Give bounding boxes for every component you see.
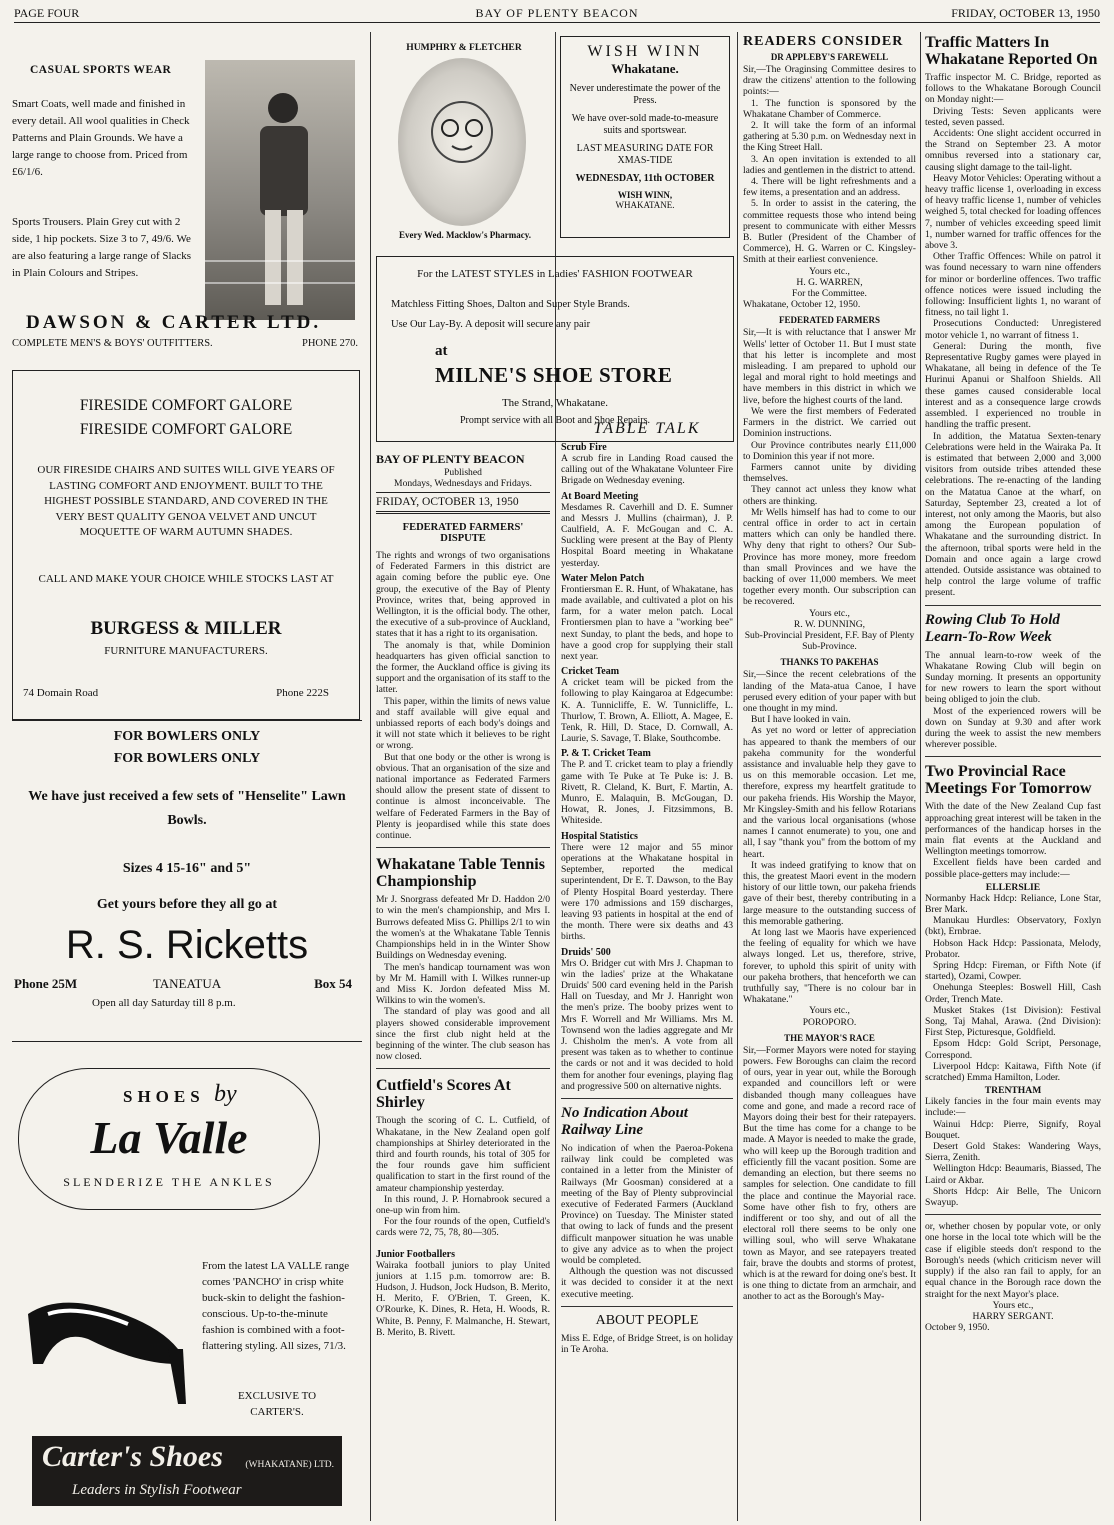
shoe-icon	[18, 1254, 198, 1404]
letter-paragraph: Sir,—It is with reluctance that I answer Mr Wells' letter of October 11. But I must state that his letter is incomplete and most misleading. I am prepared to uphold our legal and moral right to hold meetings and have members in this district in which we live, before the highest courts of the land.	[743, 327, 916, 406]
race-tip: Manukau Hurdles: Observatory, Foxlyn (bkt), Ernbrae.	[925, 915, 1101, 938]
race-tip: Onehunga Steeples: Boswell Hill, Cash Order, Trench Mate.	[925, 982, 1101, 1005]
ad-brand-name: Carter's Shoes	[42, 1440, 223, 1473]
ad-town: Whakatane.	[611, 61, 679, 76]
race-tip: Epsom Hdcp: Gold Script, Personage, Correspond.	[925, 1038, 1101, 1061]
letter-title: DR APPLEBY'S FAREWELL	[770, 52, 889, 62]
article-paragraph: Excellent fields have been carded and possible place-getters may include:—	[925, 857, 1101, 880]
man-in-suit-photo	[205, 60, 355, 320]
ad-body: Sports Trousers. Plain Grey cut with 2 side, 1 hip pockets. Size 3 to 7, 49/6. We are also featuring a large range of Slacks in Plain Colours and Stripes.	[12, 216, 192, 279]
ad-phone: Phone 25M	[14, 976, 78, 991]
ad-call-to-action: Get yours before they all go at	[96, 897, 278, 912]
letter-paragraph: But I have looked in vain.	[751, 714, 851, 726]
letter-paragraph: At long last we Maoris have experienced the feeling of equality for which we have always longed. Let us, therefore, strive, forever, to uphold this spirit of unity with our pakeha brothers, that henceforth we can truthfully say, "There is no colour bar in Whakatane."	[743, 927, 916, 1006]
letter-paragraph: 5. In order to assist in the catering, the committee requests those who intend being present to communicate with either Messrs B. Butler (President of the Chamber of Commerce), H. G. Warren or C. Kingsley-Smith at their earliest convenience.	[743, 198, 916, 266]
article-paragraph: Prosecutions Conducted: Unregistered motor vehicle 1, no warrant of fitness 1.	[925, 318, 1101, 341]
letter-signature: R. W. DUNNING,	[793, 618, 866, 630]
letter-paragraph: Our Province contributes nearly £11,000 to Dominion this year if not more.	[743, 439, 916, 462]
table-talk-item-heading: Scrub Fire	[561, 442, 607, 453]
letter-signature: Yours etc.,	[992, 1299, 1034, 1311]
letter-paragraph: 4. There will be light refreshments and a few items, a presentation and an address.	[743, 176, 916, 199]
article-headline: Traffic Matters In Whakatane Reported On	[925, 34, 1098, 68]
ad-caption: Every Wed. Macklow's Pharmacy.	[398, 230, 532, 240]
editorial-paragraph: But that one body or the other is wrong is obvious. That an organisation of the size and national importance as Federated Farmers should allow the present state of dissent to continue is almost inconceivable. The welfare of Federated Farmers in the Bay of Plenty is jeopardised while this state does continue.	[376, 751, 550, 842]
article-paragraph: Accidents: One slight accident occurred in the Strand on September 23. A motor omnibus reversed into a stationary car, causing slight damage to the tail-light.	[925, 128, 1101, 173]
table-talk-column	[561, 34, 733, 1519]
letter-signature: Whakatane, October 12, 1950.	[743, 299, 861, 311]
article-headline: No Indication About Railway Line	[561, 1104, 688, 1138]
ad-call-to-action: CALL AND MAKE YOUR CHOICE WHILE STOCKS LAST AT	[38, 573, 334, 585]
article-headline: Two Provincial Race Meetings For Tomorrow	[925, 763, 1092, 798]
wish-winn-ad	[560, 36, 730, 238]
race-tip: Normanby Hack Hdcp: Reliance, Lone Star, Brer Mark.	[925, 892, 1101, 915]
masthead-title: BAY OF PLENTY BEACON	[475, 6, 639, 20]
letter-signature: Yours etc.,	[809, 265, 850, 277]
letter-paragraph: 2. It will take the form of an informal gathering at 5.30 p.m. on Wednesday next in the King Street Hall.	[743, 120, 916, 154]
article-paragraph: General: During the month, five Representative Rugby games were played in Whakatane, all being in defence of the Te Hurinui Apanui or Shalfoon Shields. All these games caused considerable local interest and as a consequence large crowds assembled. I experienced no trouble in handling the traffic present.	[925, 340, 1101, 431]
news-column	[925, 34, 1101, 1519]
article-paragraph: The men's handicap tournament was won by Mr M. Hamill with I. Wilkes runner-up and Miss K. Jordon defeated Miss M. Wilkins to win the women's.	[376, 961, 550, 1007]
ad-brand-name: La Valle	[90, 1112, 248, 1163]
race-tip: Wainui Hdcp: Pierre, Signify, Royal Bouquet.	[925, 1118, 1101, 1141]
ad-exclusive: EXCLUSIVE TO CARTER'S.	[237, 1390, 317, 1418]
ad-body: We have just received a few sets of "Henselite" Lawn Bowls.	[28, 789, 346, 828]
ad-slogan: Leaders in Stylish Footwear	[72, 1482, 242, 1498]
article-paragraph: Though the scoring of C. L. Cutfield, of Whakatane, in the New Zealand open golf championships at Shirley deteriorated in the third and fourth rounds, his total of 305 for the four rounds gave him sufficient qualification to start in the first round of the amateur championship yesterday.	[376, 1115, 550, 1194]
ad-headline: FOR BOWLERS ONLY	[113, 751, 261, 766]
ad-brand-name: DAWSON & CARTER LTD.	[26, 312, 322, 333]
letter-title: FEDERATED FARMERS	[779, 315, 880, 326]
table-talk-item-text: The P. and T. cricket team to play a friendly game with Te Puke at Te Puke is: J. B. Rivett, R. Cleland, K. Burt, F. Martin, A. Munro, E. Malaquin, B. McGougan, D. Howat, R. Jones, J. Fitzsimmons, B. Whiteside.	[561, 759, 733, 827]
letter-signature: October 9, 1950.	[925, 1322, 990, 1334]
ad-body: Matchless Fitting Shoes, Dalton and Super Style Brands.	[391, 299, 630, 310]
humphry-fletcher-ad	[376, 34, 552, 262]
letter-paragraph: Sir,—Since the recent celebrations of the landing of the Mata-atua Canoe, I have perused every edition of your paper with but one thought in my mind.	[743, 669, 916, 714]
letter-signature: Yours etc.,	[809, 607, 850, 619]
table-talk-item-text: Mrs O. Bridger cut with Mrs J. Chapman to win the ladies' prize at the Whakatane Druids' 500 card evening held in the Parish Hall on Tuesday, and Mr J. Hanright won the men's prize. The booby prizes went to Mrs F. Worrell and Mr Williams. Mrs M. Townsend won the ladies aggregate and Mr J. Chisholm the men's. A vote from all present was taken as to whether to continue the cards or not and it was decided to hold them for another four evenings, playing flag and progressive 500 on alternative nights.	[561, 957, 733, 1092]
letter-paragraph: As yet no word or letter of appreciation has appeared to thank the members of our pakeha community for the wonderful assistance and invaluable help they gave to us on this memorable occasion. Let me, therefore, express my heartfelt gratitude to our pakeha friends. His Worship the Mayor, Mr Kingsley-Smith and his fellow Rotarians and the various local organisations (whose names I cannot enumerate) to you, one and all, I say "thank you" from the bottom of my heart.	[743, 725, 916, 860]
article-paragraph: No indication of when the Paeroa-Pokena railway link could be completed was contained in a letter from the Minister of Railways (Mr Goosman) considered at a meeting of the Bay of Plenty subprovincial executive of Federated Farmers (Auckland Province) on Tuesday. The Minister stated that owing to lack of funds and the present difficult manpower situation he was unable to give any advice as to when the project would be completed.	[561, 1142, 733, 1266]
race-tip: Wellington Hdcp: Beaumaris, Biassed, The Laird or Akbar.	[925, 1163, 1101, 1186]
table-talk-item-heading: Water Melon Patch	[561, 572, 645, 584]
letter-paragraph: They cannot act unless they know what others are thinking.	[743, 484, 916, 507]
article-paragraph: Wairaka football juniors to play United juniors at 1.15 p.m. tomorrow are: B. Hudson, J. Hudson, Jock Hudson, B. Merito, H. Merito, F. O'Brien, T. Green, K. O'Rourke, K. Dines, R. Heta, H. Woods, R. White, B. Penny, F. Malmanche, H. Stewart, B. Merito, B. Rivett.	[376, 1259, 550, 1338]
ad-brand-name: HUMPHRY & FLETCHER	[406, 42, 522, 53]
ad-brand-name: WISH WINN	[587, 43, 703, 60]
ad-column	[12, 34, 362, 1519]
article-subhead: Junior Footballers	[376, 1248, 455, 1260]
table-talk-item-heading: At Board Meeting	[561, 490, 639, 502]
article-headline: ABOUT PEOPLE	[595, 1312, 699, 1328]
ad-brand-name: R. S. Ricketts	[65, 923, 309, 967]
letter-signature: H. G. WARREN,	[796, 276, 863, 288]
la-valle-banner	[18, 1068, 320, 1210]
page-header	[14, 6, 1100, 23]
editorial-date: FRIDAY, OCTOBER 13, 1950	[376, 496, 550, 514]
ad-headline: FOR BOWLERS ONLY	[113, 729, 261, 744]
editorial-days: Mondays, Wednesdays and Fridays.	[376, 478, 550, 493]
editorial-paper-name: BAY OF PLENTY BEACON	[376, 452, 525, 466]
race-tip: Musket Stakes (1st Division): Festival Song, Taj Mahal, Arawa. (2nd Division): First Step, Picturesque, Goldfield.	[925, 1004, 1101, 1039]
ad-phone: PHONE 270.	[301, 338, 358, 349]
article-paragraph: In this round, J. P. Hornabrook secured a one-up win from him.	[376, 1193, 550, 1216]
ad-body: OUR FIRESIDE CHAIRS AND SUITES WILL GIVE YEARS OF LASTING COMFORT AND ENJOYMENT. BUILT TO THE HIGHEST POSSIBLE STANDARD, AND COVERED IN THE VERY BEST QUALITY GENOA VELVET AND UNCUT MOQUETTE OF WARM AUTUMN SHADES.	[37, 464, 335, 538]
ad-signature: WISH WINN,	[617, 190, 673, 200]
editorial-paragraph: This paper, within the limits of news value and staff available will give equal and unbiassed reports of each body's doings and it will not state which it believes to be right or wrong.	[376, 695, 550, 752]
ad-tagline: COMPLETE MEN'S & BOYS' OUTFITTERS.	[12, 338, 213, 349]
ricketts-ad	[12, 720, 362, 1042]
letter-signature: Yours etc.,	[809, 1005, 850, 1017]
ad-headline: FIRESIDE COMFORT GALORE	[79, 397, 293, 414]
table-talk-item-heading: Hospital Statistics	[561, 830, 638, 842]
article-paragraph: Although the question was not discussed it was decided to consider it at the next executive meeting.	[561, 1266, 733, 1300]
editorial-paragraph: The anomaly is that, while Dominion headquarters has given official sanction to the former, the Auckland office is giving its support and the organisation of its staff to the latter.	[376, 639, 550, 696]
article-paragraph: The standard of play was good and all players showed considerable improvement since the first club night held at the beginning of the winter. The club season has now closed.	[376, 1006, 550, 1063]
letter-signature: For the Committee.	[792, 288, 867, 300]
letter-paragraph: We were the first members of Federated Farmers in the district. We carried out Dominion instructions.	[743, 405, 916, 440]
burgess-miller-ad	[12, 370, 360, 720]
ad-subtitle: FURNITURE MANUFACTURERS.	[104, 645, 268, 657]
editorial-title: FEDERATED FARMERS' DISPUTE	[402, 522, 524, 544]
letter-paragraph: 1. The function is sponsored by the Whakatane Chamber of Commerce.	[743, 97, 916, 120]
ad-town: TANEATUA	[152, 976, 222, 991]
column-rule	[737, 32, 738, 1521]
letter-paragraph: It was indeed gratifying to know that on this, the greatest Maori event in the modern history of our little town, our pakeha friends gave of their best, thereby contributing in a large measure to the outstanding success of this memorable gathering.	[743, 859, 916, 927]
letter-paragraph: Mr Wells himself has had to come to our central office in order to act in certain matters which can only be handled there. Why deny that right to others? Our Sub-Province has more money, more freedom than small Provinces and we have the backing of over 11,000 members. We meet together every month. Our subscription can be recovered.	[743, 506, 916, 608]
race-tip: Desert Gold Stakes: Wandering Ways, Sierra, Zenith.	[925, 1141, 1101, 1164]
article-paragraph: Miss E. Edge, of Bridge Street, is on holiday in Te Aroha.	[561, 1332, 733, 1355]
editorial-paragraph: The rights and wrongs of two organisations of Federated Farmers in this district are again coming before the public eye. One group, the executive of the Bay of Plenty Province, writes that, being approved in Wellington, it is the official body. The other, the executive of a sub-province of Auckland, states that it has a right to its organisation.	[376, 550, 550, 640]
column-rule	[920, 32, 921, 1521]
section-title: READERS CONSIDER	[743, 34, 904, 49]
table-talk-item-heading: Druids' 500	[561, 946, 611, 958]
race-tip: Spring Hdcp: Fireman, or Fifth Note (if started), Ozami, Cowper.	[925, 960, 1101, 983]
letter-title: THANKS TO PAKEHAS	[780, 657, 879, 668]
article-paragraph: Other Traffic Offences: While on patrol it was found necessary to warn nine offenders for minor or borderline offences. Two traffic offence notices were issued including the following: Insufficient lights 1, no warant of fitness, no tail light 1.	[925, 251, 1101, 319]
editorial-masthead	[376, 452, 550, 1338]
ad-date: WEDNESDAY, 11th OCTOBER	[575, 173, 715, 184]
ad-slogan: SLENDERIZE THE ANKLES	[63, 1175, 275, 1189]
face-icon	[398, 58, 526, 226]
article-paragraph: With the date of the New Zealand Cup fast approaching great interest will be taken in the performances of the handicap horses in the main flat events at the Auckland and Wellington meetings tomorrow.	[925, 801, 1101, 858]
table-talk-item-text: Mesdames R. Caverhill and D. E. Sumner and Messrs J. Mullins (chairman), J. P. Caulfield, A. F. McGougan and C. A. Suckling were present at the Bay of Plenty Hospital Board meeting in Whakatane yesterday.	[561, 501, 733, 569]
ad-body: LAST MEASURING DATE FOR XMAS-TIDE	[576, 143, 714, 166]
table-talk-item-heading: Cricket Team	[561, 666, 620, 678]
table-talk-item-text: There were 12 major and 55 minor operations at the Whakatane hospital in September, reported the medical superintendent, Dr E. T. Dawson, to the Bay of Plenty Hospital Board yesterday. There were 170 admissions and 159 discharges, leaving 93 patients in hospital at the end of the month. There were six deaths and 43 births.	[561, 841, 733, 943]
article-paragraph: The annual learn-to-row week of the Whakatane Rowing Club will begin on Sunday morning. It presents an opportunity for new rowers to learn the sport without being obliged to join the club.	[925, 649, 1101, 706]
masthead-date: FRIDAY, OCTOBER 13, 1950	[951, 6, 1100, 20]
letter-title: THE MAYOR'S RACE	[784, 1032, 875, 1043]
article-headline: Cutfield's Scores At Shirley	[376, 1077, 511, 1112]
ad-headline: FIRESIDE COMFORT GALORE	[79, 421, 293, 438]
ad-heading: CASUAL SPORTS WEAR	[30, 64, 172, 76]
letter-paragraph: 3. An open invitation is extended to all ladies and gentlemen in the district to attend.	[743, 153, 916, 176]
race-tip: Shorts Hdcp: Air Belle, The Unicorn Swayup.	[925, 1185, 1101, 1209]
table-talk	[561, 420, 733, 1355]
dawson-carter-ad	[12, 34, 362, 364]
letter-signature: POROPORO.	[802, 1016, 857, 1028]
ad-company: (WHAKATANE) LTD.	[245, 1460, 334, 1470]
table-talk-item-text: Frontiersman E. R. Hunt, of Whakatane, has made available, and cultivated a plot on his farm, for a water melon patch. Local Frontiersmen plan to have a "working bee" next Sunday, to plant the beds, and hope to have a good crop for supplying their stall next year.	[561, 583, 733, 663]
article-paragraph: Traffic inspector M. C. Bridge, reported as follows to the Whakatane Borough Council on Monday night:—	[925, 72, 1101, 106]
ad-at-label: at	[435, 343, 448, 359]
ad-sizes: Sizes 4 15-16" and 5"	[122, 861, 252, 876]
ad-body: Use Our Lay-By. A deposit will secure any pair	[391, 319, 591, 330]
column-rule	[370, 32, 371, 1521]
ad-shoes-label: SHOES	[123, 1087, 205, 1106]
ad-hours: Open all day Saturday till 8 p.m.	[92, 997, 236, 1009]
ad-headline: For the LATEST STYLES in Ladies' FASHION FOOTWEAR	[417, 268, 693, 280]
article-paragraph: Heavy Motor Vehicles: Operating without a heavy traffic license 1, overloading in excess of heavy traffic license 1, number of vehicles weighed 5, total checked for loading offences 7, number of vehicles exceeding speed limit 1, number warned for traffic offences for the above 3.	[925, 172, 1101, 252]
la-valle-ad	[12, 1044, 362, 1514]
ad-box: Box 54	[314, 976, 352, 991]
portrait-illustration	[398, 58, 526, 226]
article-headline: Rowing Club To Hold Learn-To-Row Week	[925, 611, 1060, 645]
ad-phone: Phone 222S	[276, 687, 329, 699]
page-number: PAGE FOUR	[14, 6, 80, 20]
letter-paragraph: Farmers cannot unite by dividing themselves.	[743, 461, 916, 485]
letter-signature: Sub-Provincial President, F.F. Bay of Plenty Sub-Province.	[744, 629, 915, 653]
article-paragraph: In addition, the Matatua Sexten-tenary Celebrations were held in the Wairaka Pa. It is estimated that between 2,000 and 3,000 visitors from outside tribes attended these celebrations. The re-enacting of the landing on the Matatua Canoe at the wharf, on Saturday, September 23, created a lot of interest, not only among the Maoris, but also among the European population of Whakatane and the surrounding district. In the afternoon, tribal sports were held in the Domain and once again a large crowd attended. Outside assistance was obtained to help control the large volume of traffic present.	[925, 430, 1101, 599]
editorial-published: Published	[444, 467, 482, 478]
table-talk-item-text: A scrub fire in Landing Road caused the calling out of the Whakatane Volunteer Fire Brigade on Wednesday evening.	[561, 453, 733, 487]
letter-paragraph: Sir,—Former Mayors were noted for staying powers. Few Boroughs can claim the record of ours, year in year out, while the Borough expanded and councillors left or were disbanded though many colleagues have come and gone, and made a record race of Mayors doing their best for their ratepayers. But the time has come for a change to be made. A Mayor is needed to make the grade, who will keep up the Borough tradition and efficiently fill the vacant position. Some are demanding an election, but there seems no samples for selection. One candidate to fill the place and continue the Mayorial race. Some have other fish to fry, others are indifferent or too shy, and out of all the electoral roll there seems to be only one willing soul, who will serve Whakatane town as Mayor, and see ratepayers treated fair, brave the doubts and storms of protest, which is at the reward for doing one's best. It is one thing to dictate from an armchair, and another to act as the Borough's May-	[743, 1044, 916, 1303]
ad-brand-name: MILNE'S SHOE STORE	[435, 363, 673, 387]
ad-by-label: by	[214, 1081, 237, 1107]
table-talk-item-heading: P. & T. Cricket Team	[561, 748, 651, 760]
ad-address: 74 Domain Road	[23, 687, 99, 699]
ad-body: From the latest LA VALLE range comes 'PANCHO' in crisp white buck-skin to delight the fashion-conscious. Up-to-the-minute fashion is combined with a foot-flattering styling. All sizes, 71/3.	[202, 1260, 350, 1352]
race-venue: TRENTHAM	[984, 1085, 1042, 1097]
ad-body: Smart Coats, well made and finished in every detail. All wool qualities in Check Patterns and Plain Grounds. We have a large range to choose from. Priced from £6/1/6.	[12, 98, 190, 178]
section-title: TABLE TALK	[593, 420, 701, 437]
article-paragraph: For the four rounds of the open, Cutfield's cards were 72, 75, 78, 80—305.	[376, 1216, 550, 1239]
race-tip: Hobson Hack Hdcp: Passionata, Melody, Probator.	[925, 937, 1101, 960]
letters-column	[743, 34, 916, 1519]
high-heel-shoe-illustration	[18, 1254, 198, 1404]
ad-signature: WHAKATANE.	[615, 200, 675, 210]
ad-body: Never underestimate the power of the Press.	[569, 83, 721, 106]
table-talk-items	[561, 442, 733, 1092]
race-venue: ELLERSLIE	[985, 881, 1041, 893]
letter-signature: HARRY SERGANT.	[972, 1310, 1054, 1322]
article-headline: Whakatane Table Tennis Championship	[376, 856, 545, 891]
article-paragraph: Mr J. Snorgrass defeated Mr D. Haddon 2/0 to win the men's championship, and Mrs I. Burrows defeated Miss G. Phillips 2/1 to win the women's at the Whakatane Table Tennis Championships held in in the Winter Show Buildings on Wednesday evening.	[376, 894, 550, 962]
ad-address: The Strand, Whakatane.	[501, 397, 609, 409]
ad-body: We have over-sold made-to-measure suits and sportswear.	[571, 113, 719, 136]
figure-icon	[205, 60, 355, 320]
race-tip: Likely fancies in the four main events may include:—	[925, 1096, 1101, 1119]
ad-brand-name: BURGESS & MILLER	[90, 618, 282, 639]
letter-paragraph: Sir,—The Oraginsing Committee desires to draw the citizens' attention to the following points:—	[743, 64, 916, 98]
ad-service: Prompt service with all Boot and Shoe Repairs.	[460, 415, 650, 426]
article-paragraph: Driving Tests: Seven applicants were tested, seven passed.	[925, 105, 1101, 128]
table-talk-item-text: A cricket team will be picked from the following to play Kaingaroa at Edgecumbe: K. A. Tunnicliffe, E. W. Tunnicliffe, L. Thurlow, T. Brown, A. Elliott, A. Magee, E. Tenk, R. Hill, D. Stace, D. Cornwall, A. Laurie, S. Savage, T. Blake, Southcombe.	[561, 677, 733, 745]
race-tip: Liverpool Hdcp: Kaitawa, Fifth Note (if scratched) Emma Hamilton, Loder.	[925, 1060, 1101, 1084]
article-paragraph: Most of the experienced rowers will be down on Sunday at 9.30 and after work during the week to assist the new members wherever possible.	[925, 705, 1101, 751]
carters-shoes-banner	[32, 1436, 342, 1506]
letter-paragraph: or, whether chosen by popular vote, or only one horse in the local tote which will be the case if eligible steeds don't respond to the Borough's needs (which criticism never will supply) if the also ran fail to apply, for an equal chance in the Borough race down the straight for the next Mayor's place.	[925, 1221, 1101, 1300]
